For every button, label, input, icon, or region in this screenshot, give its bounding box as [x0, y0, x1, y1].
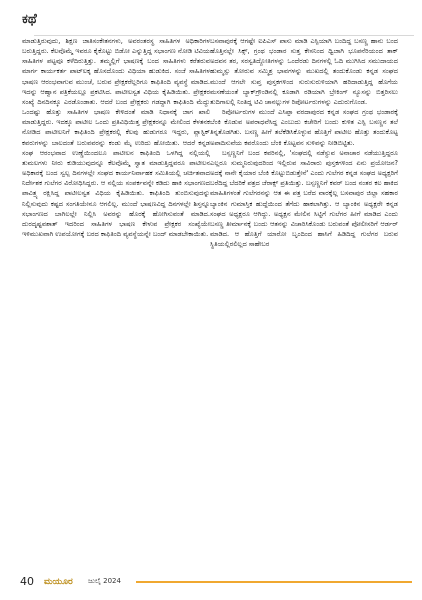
right-column	[210, 36, 398, 566]
left-paragraph: ಮಾಡುತ್ತಿರುವುದು, ಶಿಕ್ಷಣ ಜಾತಿಸಂಕೇತನಗಳು, ಅವರಂತರಸ್ಥ ಸಾಹಿತಿಗಳ ಅಧಿಕಾರಿಗಳ ಬರುತ್ತಿದ್ದರು. ಕೆಲವೊಮ್ಮೆ ಇವರೂ ಕೈಕೊಟ್ಟು ಬಿಡೋ ಎನ್ನುತ್ತಿದ್ದ ಸಭಾಂಗಣ ನೋಡಿ ಟಿವಿಯ ಸಾಹಿತಿಗಳ ಪಟ್ಟವೂ ಕಳೆದಿರುತ್ತಿತ್ತು. ತಮ್ಮಲ್ಲಿಗೆ ಭಾಷಣಕ್ಕೆ ಬಂದ ಸಾಹಿತಿಗಳು ಕರೆತರುವ ಮಾರ್ಗ ಕಾರ್ಯಕರ್ತ ಪಾಟ್‌ಲಕ್ಕ ಹೊಸದೊಂದು ವಿಧಿಯಾ ಹುಡುಕಿದ. ಸಂಜೆ ಸಾಹಿತಿಗಳ ಭಾಷಣ ಆರಂಭವಾಗುವ ಮುಂಚೆ, ಬರುವ ಪ್ರೇಕ್ಷಕರೆಲ್ಲರಿಗೂ ಕಾಫಿತಿಂದಿ ವ್ಯವಸ್ಥೆ ಮಾಡಿದ. ಇದನ್ನು ಆಹ್ವಾನ ಪತ್ರಿಕೆಯಲ್ಲೂ ಪ್ರಕಟಿಸಿದ. ಪಾಟೀಲಸ್ವತ ವಿಧಿಯ ಕೈಹಿಡಿಯಿತು. ಪ್ರೇಕ್ಷಕರ ಸಂಖ್ಯೆ ದಿನದಿನಕ್ಕೂ ಎರಡೊಂಡಾತು. ಆದರೆ ಬಂದ ಪ್ರೇಕ್ಷಕರು ಗಡದ್ದಾಗಿ ಕಾಫಿತಿಂದಿ ಮೆದ್ದು ಒಂದಷ್ಟು ಹೊತ್ತು ಸಾಹಿತಿಗಳ ಭಾಷಣ ಕೇಳಿದಂತೆ ಮಾಡಿ ನಿಧಾನಕ್ಕೆ ಜಾಗ ಖಾಲಿ ಮಾಡುತ್ತಿದ್ದರು. ಇದಕ್ಕೂ ಪಾಟೀಲ ಒಂದು ಪ್ರತಿವಿಧಿಯಿತ್ತ ಪ್ರೇಕ್ಷಕರನ್ನೂ ಮೇಲಿಂದ ಕೆಳತನಕ ನೋಡಿದ ಪಾಟೀಲನಿಗೆ ಕಾಫಿತಿಂದಿ ಪ್ರೇಕ್ಷಕರಲ್ಲಿ ಕೆಲವು ಹುಡುಗರೂ ಇದ್ದರು, ಪ್ಲಾಸ್ಟಿಕ್ ಕವರುಗಳನ್ನು ಬಾಲದಂತೆ ಬರುವವರನ್ನು ಕಂಡು ಮೈ ಉರಿದು ಹೋಯಿತು. ಆದರೆ ಕನ್ನಡ ಸಂಘ ಆರಂಭವಾದ ಉಣ್ಣೆಯಿಂದಲೂ ಪಾಟೀಲನ ಕಾಫಿತಿಂದಿ ಒಳಗಿದ್ದ ನಲ್ಲಿಯಲ್ಲಿ ತುಮಲಗಳು ನೀರು ಕುಡಿಯುವುದನ್ನೂ ಕೆಲವೊಮ್ಮೆ ಸ್ವಾತ ಮಾಡುತ್ತಿದ್ದವರೂ ಪಾಟೀಲನ ಅಧಿಕಾರಕ್ಕೆ ಬಂದ ಸ್ವಲ್ಪ ದಿನಗಳಲ್ಲೇ ಸಂಘದ ಕಾರ್ಯನಿರ್ವಾಹಕ ಸಮಿತಿಯಲ್ಲಿ ಚರ್ಚಿತವಾದ ನಿರ್ದೇಶಕ ಗುಲೆಗರ ವಿರೋಧಿಸಿದ್ದರು. ಆ ನಲ್ಲಿಯ ಸಂಪರ್ಕವನ್ನೇ ಕಡಿದು ಹಾಕಿ ಸಭಾಂಗಣದ ಪಾವಿತ್ರ್ಯ ರಕ್ಷಿಸಿದ್ದ ಪಾಟೀಲಸ್ವತ ವಿಧಿಯ ಕೈಹಿಡಿಯಿತು. ಕಾಫಿತಿಂದಿ ತುಂಬಿಸುವುದನ್ನು ನಿಲ್ಲಿಸುವುದು ಕಷ್ಟದ ಸಂಗತಿಯೇನೂ ಆಗಲಿಲ್ಲ. ಮುಂದೆ ಭಾಷಣವಿದ್ದ ದಿನಗಳಲ್ಲೇ ಶಿಸ್ತನ್ನೂ ಸಭಾಂಗಣದ ಬಾಗಿಲಲ್ಲೇ ನಿಲ್ಲಿಸಿ ಅವರನ್ನು ಹೊರಕ್ಕೆ ಹೋಗಿಸುವಂತೆ ಮಾಡಿದ. ದುರದೃಷ್ಟವಶಾತ್ ಇದರಿಂದ ಸಾಹಿತಿಗಳ ಭಾಷಣ ಕೇಳುವ ಪ್ರೇಕ್ಷಕರ ಸಂಖ್ಯೆಯೇ ಇಳಿಮುಖವಾಗಿ ಉಪಯೋಗಕ್ಕೆ ಬರದ ಕಾಫಿತಿಂದಿ ವ್ಯವಸ್ಥೆಯನ್ನೇ ಬಂದ್ ಮಾಡಬೇಕಾಯಿತು.	[22, 37, 210, 238]
right-paragraph-2: ರಿಪೋರ್ಟರುಗಳ ಮುಂದೆ ಎಸಿಪ್ಪಾ ವರದಾಪುರದ ಕನ್ನಡ ಸಂಘದ ಗ್ರಂಥ ಭಂಡಾರಕ್ಕೆ ಬೆಂಕಿ ಕೊಡುವ ಅಪರಾಧವೆಸಿದ್ದ ಎಂಬುದು ಕಚೇರಿಗೆ ಬಂದು ಕುಳಿತ ಎಸ್ಪಿ ಬಸಣ್ಣನ ತಲೆ ತಿನ್ನತೊಡಗಿತು. ಬಸಣ್ಣ ಹೀಗೆ ತಲೆಕೆಡಿಸಿಕೊಳ್ಳುವ ಹೊತ್ತಿಗೆ ಪಾಟೀಲ ಹೊತ್ತು ತಂದುಕೊಟ್ಟ ಅಪಾದಿಸುವೆಯ ಕವರೊಂದು ಬೆಂಕಿ ಕೊಟ್ಟವನ ಸುಳಿವನ್ನು ನೀಡಿಬಿಟ್ಟಿತು.	[210, 108, 398, 147]
right-paragraph-3: ಬಸ್ಸಣ್ಣನಿಗೆ ಬಂದ ಕವರಿನಲ್ಲಿ, 'ಸಂಘದಲ್ಲಿ ನಡೆಸ್ದುವ ಅನಾಚಾರ ನಡೆಯುತ್ತಿದ್ದರೂ ಎಲ್ಲರೂ ಸುಮ್ಮನಿರುವುದರಿಂದ ಇಲ್ಲಿರುವ ಸಾವಿರಾರು ಪುಸ್ತಕಗಳಿಂದ ಏನು ಪ್ರಯೋಜನ? ಅದಕ್ಕೆ ನಾನೇ ಕೈಯಾರ ಬೆಂಕಿ ಕೊಟ್ಟುಬಿಡುತ್ತೇನೆ' ಎಂದು ಗುಲೆಗರ ಕನ್ನಡ ಸಂಘದ ಅಧ್ಯಕ್ಷರಿಗೆ ಬರೆದಿದ್ದ ಬೆದರಿಕೆ ಪತ್ರದ ಜೆರಾಕ್ಸ್ ಪ್ರತಿಯಿತ್ತು. ಬಸ್ಸಣ್ಣನಿಗೆ ಕವರ್ ಬಂದ ನಂತರ ಕಲ ಹಾಕಿದ ಮಾಹಿತಿಗಳಂತೆ ಗುಲೆಗರನನ್ನು ಆತ ಈ ಪತ್ರ ಬರೆದ ವಾರಕ್ಕೆಲ್ಲ ಬಸವಾಪುರ ಜಿಲ್ಲಾ ಸಹಕಾರ ಬ್ಯಾಂಕಿನ ಗುಮಾಸ್ತಿಕ ಹುದ್ದೆಯಿಂದ ತೆಗೆದು ಹಾಕಲಾಗಿತ್ತು. ಆ ಬ್ಯಾಂಕಿನ ಅಧ್ಯಕ್ಷರೇ ಕನ್ನಡ ಸಂಘದ ಅಧ್ಯಕ್ಷರೂ ಆಗಿದ್ದು. ಅಧ್ಯಕ್ಷನ ಮೇಲಿನ ಸಿಟ್ಟಿಗೆ ಗುಲೆಗರ ಹೀಗೆ ಮಾಡಿದ ಎಂದು ಬಸಣ್ಣ ತೀರ್ಮಾನಕ್ಕೆ ಬಂದು ಆತನನ್ನು ವಿಚಾರಿಸಿಕೊಂಡು ಬರುವಂತೆ ಪೋಲೀಸರಿಗೆ ಆರ್ಡರ್ ಮಾಡಿದ. ಆ ಹೊತ್ತಿಗೆ ಯಾರೋ ಬೃಂದಿಂದ ಹಾಸಿಗೆ ಹಿಡಿದಿದ್ದ ಗುಲೆಗರ ಬರುವ ಸ್ಥಿತಿಯಲ್ಲಿರಲಿಲ್ಲದ ಸಾಹೇಬರ	[210, 148, 398, 249]
magazine-brand: ಮಯೂರ	[44, 577, 73, 587]
page-footer	[16, 570, 412, 596]
right-paragraph-1: ಬಸವಾಪುರಕ್ಕೆ ಆಗಷ್ಟೇ ಐಪಿಎಸ್ ಪಾಸು ಮಾಡಿ ಎಸ್ಪಿಯಾಗಿ ಬಂದಿದ್ದ ಬಸಣ್ಣ ಹಾನು ಬಂದ ಹೊತ್ತಿನಲ್ಲೇ ಸಿಕ್ಸ್, ಗ್ರಂಥ ಭಂಡಾರ ಸುತ್ತ ಕೇಸನಿಂದ ಧ್ವಿಜಾಗಿ ಭೂಪನೆರಿಯಂದ ತಾಕ್ ಅದವನ ತರ, ಸರಸ್ವತಿದ್ದೋತಿಗಳನ್ನು ಒಂದೆರಡು ದಿನಗಳಲ್ಲಿ ಓದಿ ಮುಗಿಸಿದ ಸಮುದಾಯದ ಹುಮ್ಮಸ್ಸು ತೋರುವ ಸಮ್ಮಿಶ್ರ ಭಾವಗಳನ್ನು ಮುಖದಲ್ಲಿ ತಂದುಕೊಂಡು ಕನ್ನಡ ಸಂಘದ ಮುಂದೆ ಆಗಲೇ ಸುಪ್ತ ಪುಸ್ತಕಗಳಿಂದ ಸುರುಸುರುಳಿಯಾಗಿ ಹರಿದಾಡುತ್ತಿದ್ದ ಹೊಗೆಯ ಮಸಣೆಯಂತೆ ಬ್ಯಾಕ್‌ಗ್ರೌಂಡಿನಲ್ಲಿ ಕೂಡಾಗಿ ರಡಿಯಾಗಿ ಬ್ರೇಕಿಂಗ್ ನ್ಯೂಸನ್ನು ಬಿತ್ತರಿಸಲು ತುದಿಗಾಲಲ್ಲಿ ನಿಂತಿದ್ದ ಟಿವಿ ಚಾನಲ್ಲುಗಳ ರಿಪೋರ್ಟರುಗಳನ್ನು ಎದುರುಗೊಂಡ.	[210, 37, 398, 106]
footer-accent-bar	[136, 581, 412, 583]
page-number: 40	[20, 575, 34, 588]
page-header	[16, 8, 412, 36]
section-label: ಕಥೆ	[22, 12, 37, 27]
issue-date: ಜುಲೈ 2024	[88, 577, 121, 585]
left-column	[22, 36, 210, 566]
